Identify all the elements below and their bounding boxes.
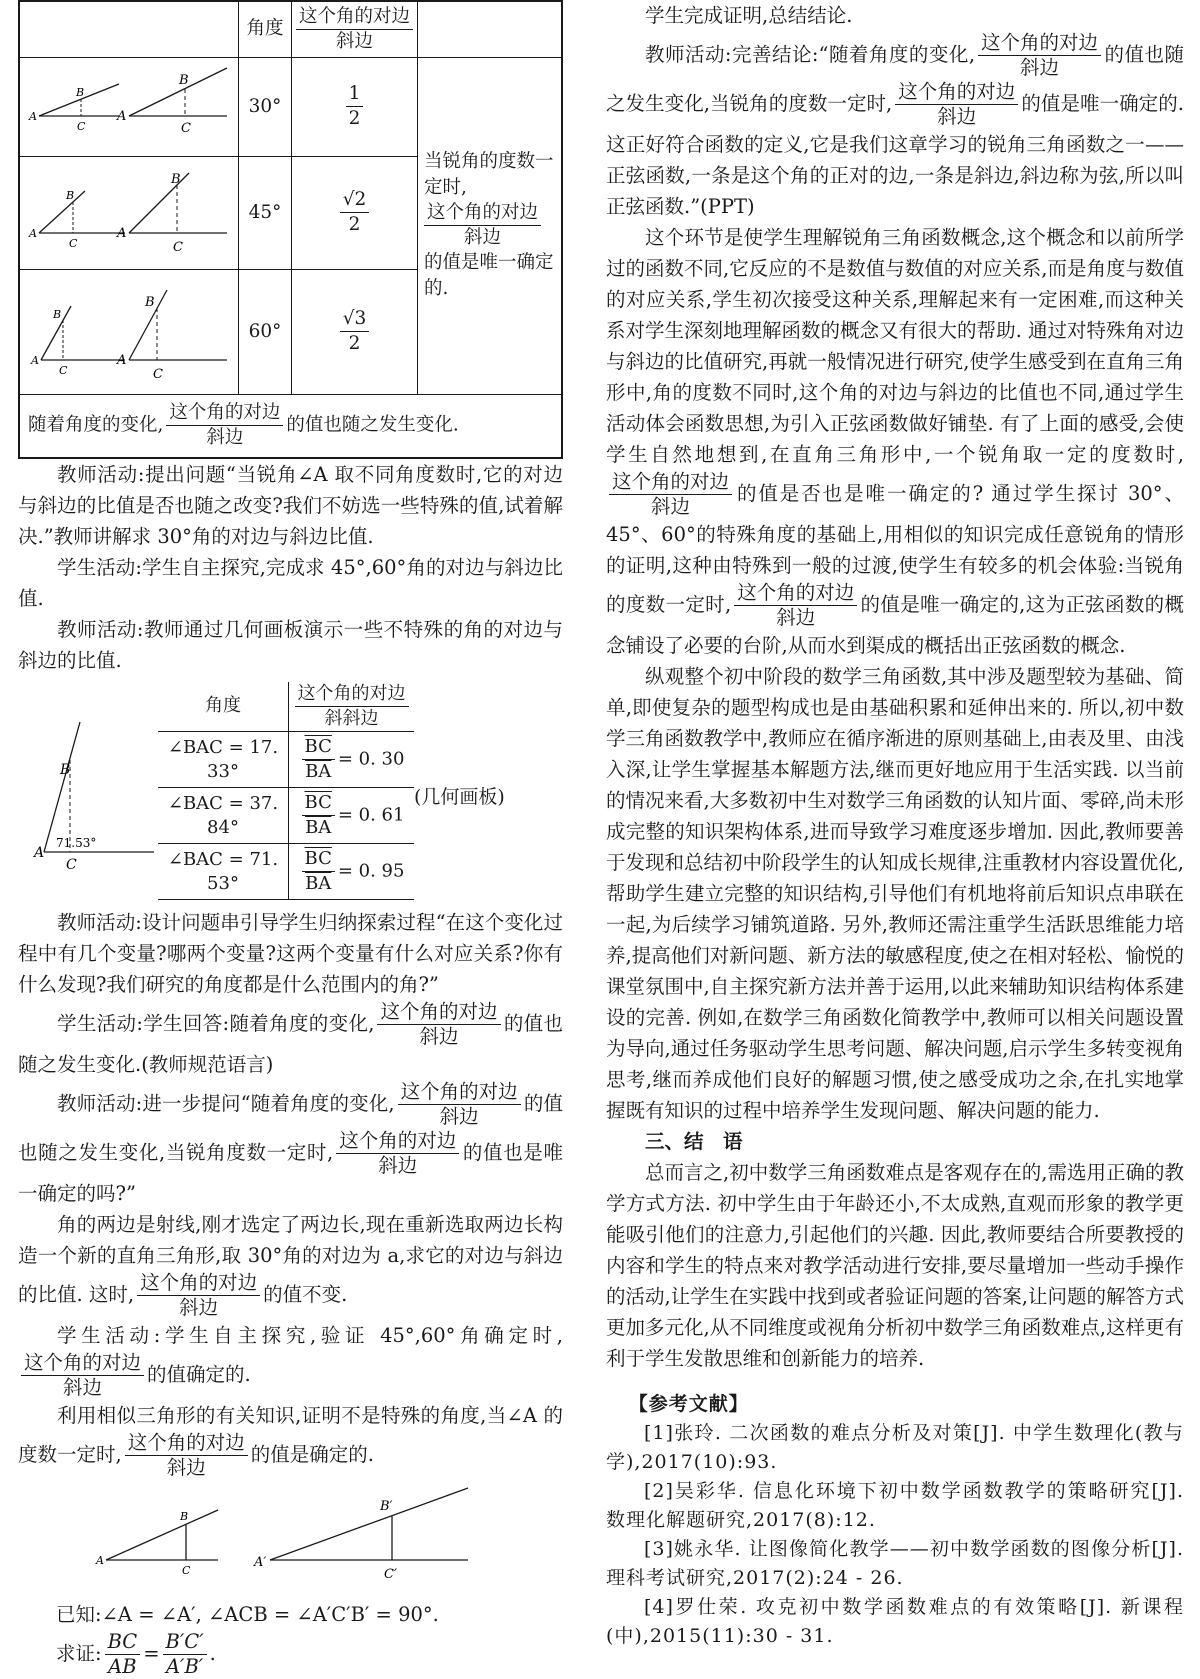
frac-num: 这个角的对边 [895,80,1018,105]
label-b: B [76,85,85,99]
right-column [606,0,1184,1651]
frac-num: BC [105,1630,141,1655]
left-column [18,0,563,1679]
text-span: 教师活动:完善结论:“随着角度的变化, [645,43,976,66]
paragraph [18,1080,563,1209]
text-span: 的值也随之发生变化,当锐角的度数一定时, [606,43,1184,115]
label-b: B [179,72,189,88]
ratio-num: $\overline{BC}$ [302,847,335,872]
text-span: 的值也随之发生变化,当锐角度数一定时, [18,1091,563,1164]
paragraph: 总而言之,初中数学三角函数难点是客观存在的,需选用正确的教学方式方法. 初中学生由于年龄还小,不太成熟,直观而形象的教学更能吸引他们的注意力,引起他们的兴趣. 因此,教师要结合所要教授的内容和学生的特点来对教学活动进行安排,要尽量增加一些动手操作的活动,让学生在实践中找到或者验证问题的答案,让问题的解答方式更加多元化,从不同维度或视角分析初中数学三角函数难点,这样更有利于学生发散思维和创新能力的培养. [606,1161,1184,1370]
frac-den: 斜边 [439,1104,479,1128]
ratio-num: √3 [340,307,370,332]
table-note [418,57,563,394]
triangle-figure-60 [19,269,239,394]
frac-num: 这个角的对边 [125,1431,248,1456]
label-b-prime: B′ [380,1498,393,1514]
angle-label: 71.53° [56,835,97,850]
paragraph [606,222,1184,661]
equals-sign: = [143,1641,160,1665]
text-span: 的值不变. [263,1282,348,1306]
text-span: 的值是否也是唯一确定的? 通过学生探讨 30°、45°、60°的特殊角度的基础上,用相似的知识完成任意锐角的情形的证明,这种由特殊到一般的过渡,使学生有较多的机会体验:当锐角的度数一定时, [606,482,1184,616]
text-span: 的值是确定的. [250,1442,374,1466]
similar-triangles-figure [18,1480,563,1590]
frac-den: 斜边 [419,1024,459,1048]
section-heading: 三、结 语 [645,1130,743,1153]
frac-den: 斜边 [651,495,691,518]
text-span: 学生活动:学生回答:随着角度的变化, [57,1011,375,1035]
label-b: B [66,188,75,202]
sketchpad-header-angle: 角度 [158,682,289,732]
label-c-prime: C′ [384,1566,397,1582]
label-c: C [182,1563,191,1577]
sketchpad-angle: ∠BAC = 71. 53° [158,844,289,900]
table-corner [19,1,239,57]
special-angle-table [18,0,563,459]
text-span: 的值确定的. [147,1362,251,1386]
frac-num: 这个角的对边 [734,581,857,606]
prove-label: 求证: [56,1641,102,1665]
ratio-num: $\overline{BC}$ [302,735,335,760]
frac-den: 斜边 [63,1375,103,1399]
table-summary-row [19,394,562,458]
summary-b: 的值也随之发生变化. [286,414,459,436]
period: . [209,1641,216,1665]
frac-den: 斜边 [464,227,502,248]
paragraph: 学生活动:学生自主探究,完成求 45°,60°角的对边与斜边比值. [18,555,563,610]
frac-num: 这个角的对边 [296,5,413,30]
frac-num: 这个角的对边 [978,31,1101,56]
label-c: C [153,366,163,382]
frac-den: 斜边 [335,30,373,52]
triangle-figure-45 [19,156,239,269]
note-b: 的值是唯一确定的. [424,252,554,299]
references-title: 【参考文献】 [628,1393,749,1415]
ratio-value: = 0. 95 [337,860,405,882]
paragraph [606,31,1184,222]
sketchpad-ratio [289,732,415,788]
ratio-value: = 0. 30 [337,748,405,770]
text-span: 的值是唯一确定的,这为正弦函数的概念铺设了必要的台阶,从而水到渠成的概括出正弦函数的概念. [606,593,1185,657]
frac-num: 这个角的对边 [137,1271,260,1296]
ratio-60 [292,269,418,394]
table-header-ratio [292,1,418,57]
ratio-30 [292,57,418,156]
label-b: B [171,171,181,187]
sketchpad-table [158,682,414,901]
label-c: C [69,236,78,250]
label-a: A [34,844,45,861]
label-c: C [66,856,77,873]
label-a: A [117,352,127,368]
angle-45: 45° [239,156,292,269]
label-c: C [77,119,86,133]
frac-den: 斜边 [937,105,977,128]
paragraph [18,1209,563,1320]
geometry-sketchpad-figure [18,682,563,907]
frac-den: 斜边 [1020,56,1060,79]
sketchpad-ratio [289,844,415,900]
ratio-den: BA [305,761,332,782]
ratio-num: √2 [340,188,370,213]
text-span: 教师活动:进一步提问“随着角度的变化, [57,1091,395,1115]
triangle-figure-sketchpad [18,702,158,892]
label-a: A [31,353,39,367]
sketchpad-caption: (几何画板) [414,785,505,808]
frac-num: 这个角的对边 [398,1080,521,1105]
ratio-value: = 0. 61 [337,804,405,826]
text-span: 的值也是唯一确定的吗?” [18,1140,563,1205]
frac-den: AB [108,1654,137,1678]
frac-den: 斜边 [776,606,816,629]
table-header-blank [418,1,563,57]
paragraph [18,1320,563,1400]
reference-item: [4]罗仕荣. 攻克初中数学函数难点的有效策略[J]. 新课程(中),2015(11):30 - 31. [606,1596,1184,1647]
frac-num: 这个角的对边 [377,1000,500,1025]
ratio-den: BA [305,817,332,838]
sketchpad-ratio [289,788,415,844]
frac-num: 这个角的对边 [166,401,283,426]
triangle-figure-30 [19,57,239,156]
frac-num: 这个角的对边 [21,1351,144,1376]
text-span: 利用相似三角形的有关知识,证明不是特殊的角度,当∠A 的度数一定时, [18,1403,563,1466]
paragraph: 学生完成证明,总结结论. [645,4,853,27]
label-a: A [96,1553,104,1567]
label-a: A [29,109,37,123]
label-a: A [117,108,127,124]
text-span: 的值是唯一确定的. 这正好符合函数的定义,它是我们这章学习的锐角三角函数之一——正弦函数,一条是这个角的正对的边,一条是斜边,斜边称为弦,所以叫正弦函数.”(PPT) [606,92,1184,218]
frac-den: 斜边 [206,427,244,448]
label-b: B [180,1509,189,1523]
frac-den: 斜边 [378,1153,418,1177]
paragraph: 教师活动:设计问题串引导学生归纳探索过程“在这个变化过程中有几个变量?哪两个变量?这两个变量有什么对应关系?你有什么发现?我们研究的角度都是什么范围内的角?” [18,910,563,996]
frac-num: 这个角的对边 [424,201,541,226]
frac-den: 斜边 [179,1295,219,1319]
sketchpad-header-ratio [289,682,415,732]
text-span: 角的两边是射线,刚才选定了两边长,现在重新选取两边长构造一个新的直角三角形,取 30°角的对边为 a,求它的对边与斜边的比值. 这时, [18,1212,563,1306]
label-c: C [173,239,183,255]
ratio-den: 2 [348,333,361,354]
table-header-angle: 角度 [239,1,292,57]
label-c: C [59,363,68,377]
paragraph [18,1000,563,1080]
sketchpad-angle: ∠BAC = 17. 33° [158,732,289,788]
text-span: 这个环节是使学生理解锐角三角函数概念,这个概念和以前所学过的函数不同,它反应的不是数值与数值的对应关系,而是角度与数值的对应关系,学生初次接受这种关系,理解起来有一定困难,而这种关系对学生深刻地理解函数的概念又有很大的帮助. 通过对特殊角对边与斜边的比值研究,再就一般情况进行研究,使学生感受到在直角三角形中,角的度数不同时,这个角的对边与斜边的比值也不同,通过学生活动体会函数思想,为引入正弦函数做好铺垫. 有了上面的感受,会使学生自然地想到,在直角三角形中,一个锐角取一定的度数时, [606,226,1184,466]
label-b: B [53,307,62,321]
frac-den: A′B′ [165,1654,204,1678]
label-a-prime: A′ [254,1554,267,1570]
note-a: 当锐角的度数一定时, [424,151,554,198]
label-b: B [145,294,155,310]
paragraph [18,1400,563,1480]
references [606,1390,1184,1651]
sketchpad-angle: ∠BAC = 37. 84° [158,788,289,844]
paragraph: 教师活动:提出问题“当锐角∠A 取不同角度数时,它的对边与斜边的比值是否也随之改变?我们不妨选一些特殊的值,试着解决.”教师讲解求 30°角的对边与斜边比值. [18,462,563,548]
summary-a: 随着角度的变化, [28,414,164,436]
frac-num: 这个角的对边 [295,682,409,707]
label-b: B [60,761,71,778]
text-span: 的值也随之发生变化.(教师规范语言) [18,1011,563,1076]
prove-statement [18,1630,563,1679]
frac-den: 斜边 [166,1455,206,1479]
given-statement: 已知:∠A = ∠A′, ∠ACB = ∠A′C′B′ = 90°. [56,1602,439,1626]
ratio-num: 1 [346,82,364,107]
frac-num: 这个角的对边 [336,1129,459,1154]
ratio-den: BA [305,873,332,894]
frac-num: 这个角的对边 [609,470,732,495]
ratio-num: $\overline{BC}$ [302,791,335,816]
angle-30: 30° [239,57,292,156]
ratio-45 [292,156,418,269]
frac-num: B′C′ [163,1630,207,1655]
label-a: A [29,226,37,240]
label-c: C [181,120,191,136]
reference-item: [1]张玲. 二次函数的难点分析及对策[J]. 中学生数理化(教与学),2017(10):93. [606,1422,1184,1473]
ratio-den: 2 [348,108,361,129]
reference-item: [2]吴彩华. 信息化环境下初中数学函数教学的策略研究[J]. 数理化解题研究,2017(8):12. [606,1480,1184,1531]
angle-60: 60° [239,269,292,394]
reference-item: [3]姚永华. 让图像简化教学——初中数学函数的图像分析[J]. 理科考试研究,2017(2):24 - 26. [606,1538,1184,1589]
frac-den: 斜斜边 [324,707,379,729]
paragraph: 教师活动:教师通过几何画板演示一些不特殊的角的对边与斜边的比值. [18,617,563,672]
ratio-den: 2 [348,214,361,235]
text-span: 学生活动:学生自主探究,验证 45°,60°角确定时, [57,1323,563,1347]
label-a: A [117,225,127,241]
paragraph: 纵观整个初中阶段的数学三角函数,其中涉及题型较为基础、简单,即使复杂的题型构成也是由基础积累和延伸出来的. 所以,初中数学三角函数教学中,教师应在循序渐进的原则基础上,由表及里、由浅入深,让学生掌握基本解题方法,继而更好地应用于生活实践. 以当前的情况来看,大多数初中生对数学三角函数的认知片面、零碎,尚未形成完整的知识架构体系,进而导致学习难度逐步增加. 因此,教师要善于发现和总结初中阶段学生的认知成长规律,注重教材内容设置优化,帮助学生建立完整的知识结构,引导他们有机地将前后知识点串联在一起,为后续学习铺筑道路. 另外,教师还需注重学生活跃思维能力培养,提高他们对新问题、新方法的敏感程度,使之在相对轻松、愉悦的课堂氛围中,自主探究新方法并善于运用,以此来辅助知识结构体系建设的完善. 例如,在数学三角函数化简教学中,教师可以相关问题设置为导向,通过任务驱动学生思考问题、解决问题,启示学生多转变视角思考,继而养成他们良好的解题习惯,使之感受成功之余,在扎实地掌握既有知识的过程中培养学生发现问题、解决问题的能力. [606,665,1184,1122]
